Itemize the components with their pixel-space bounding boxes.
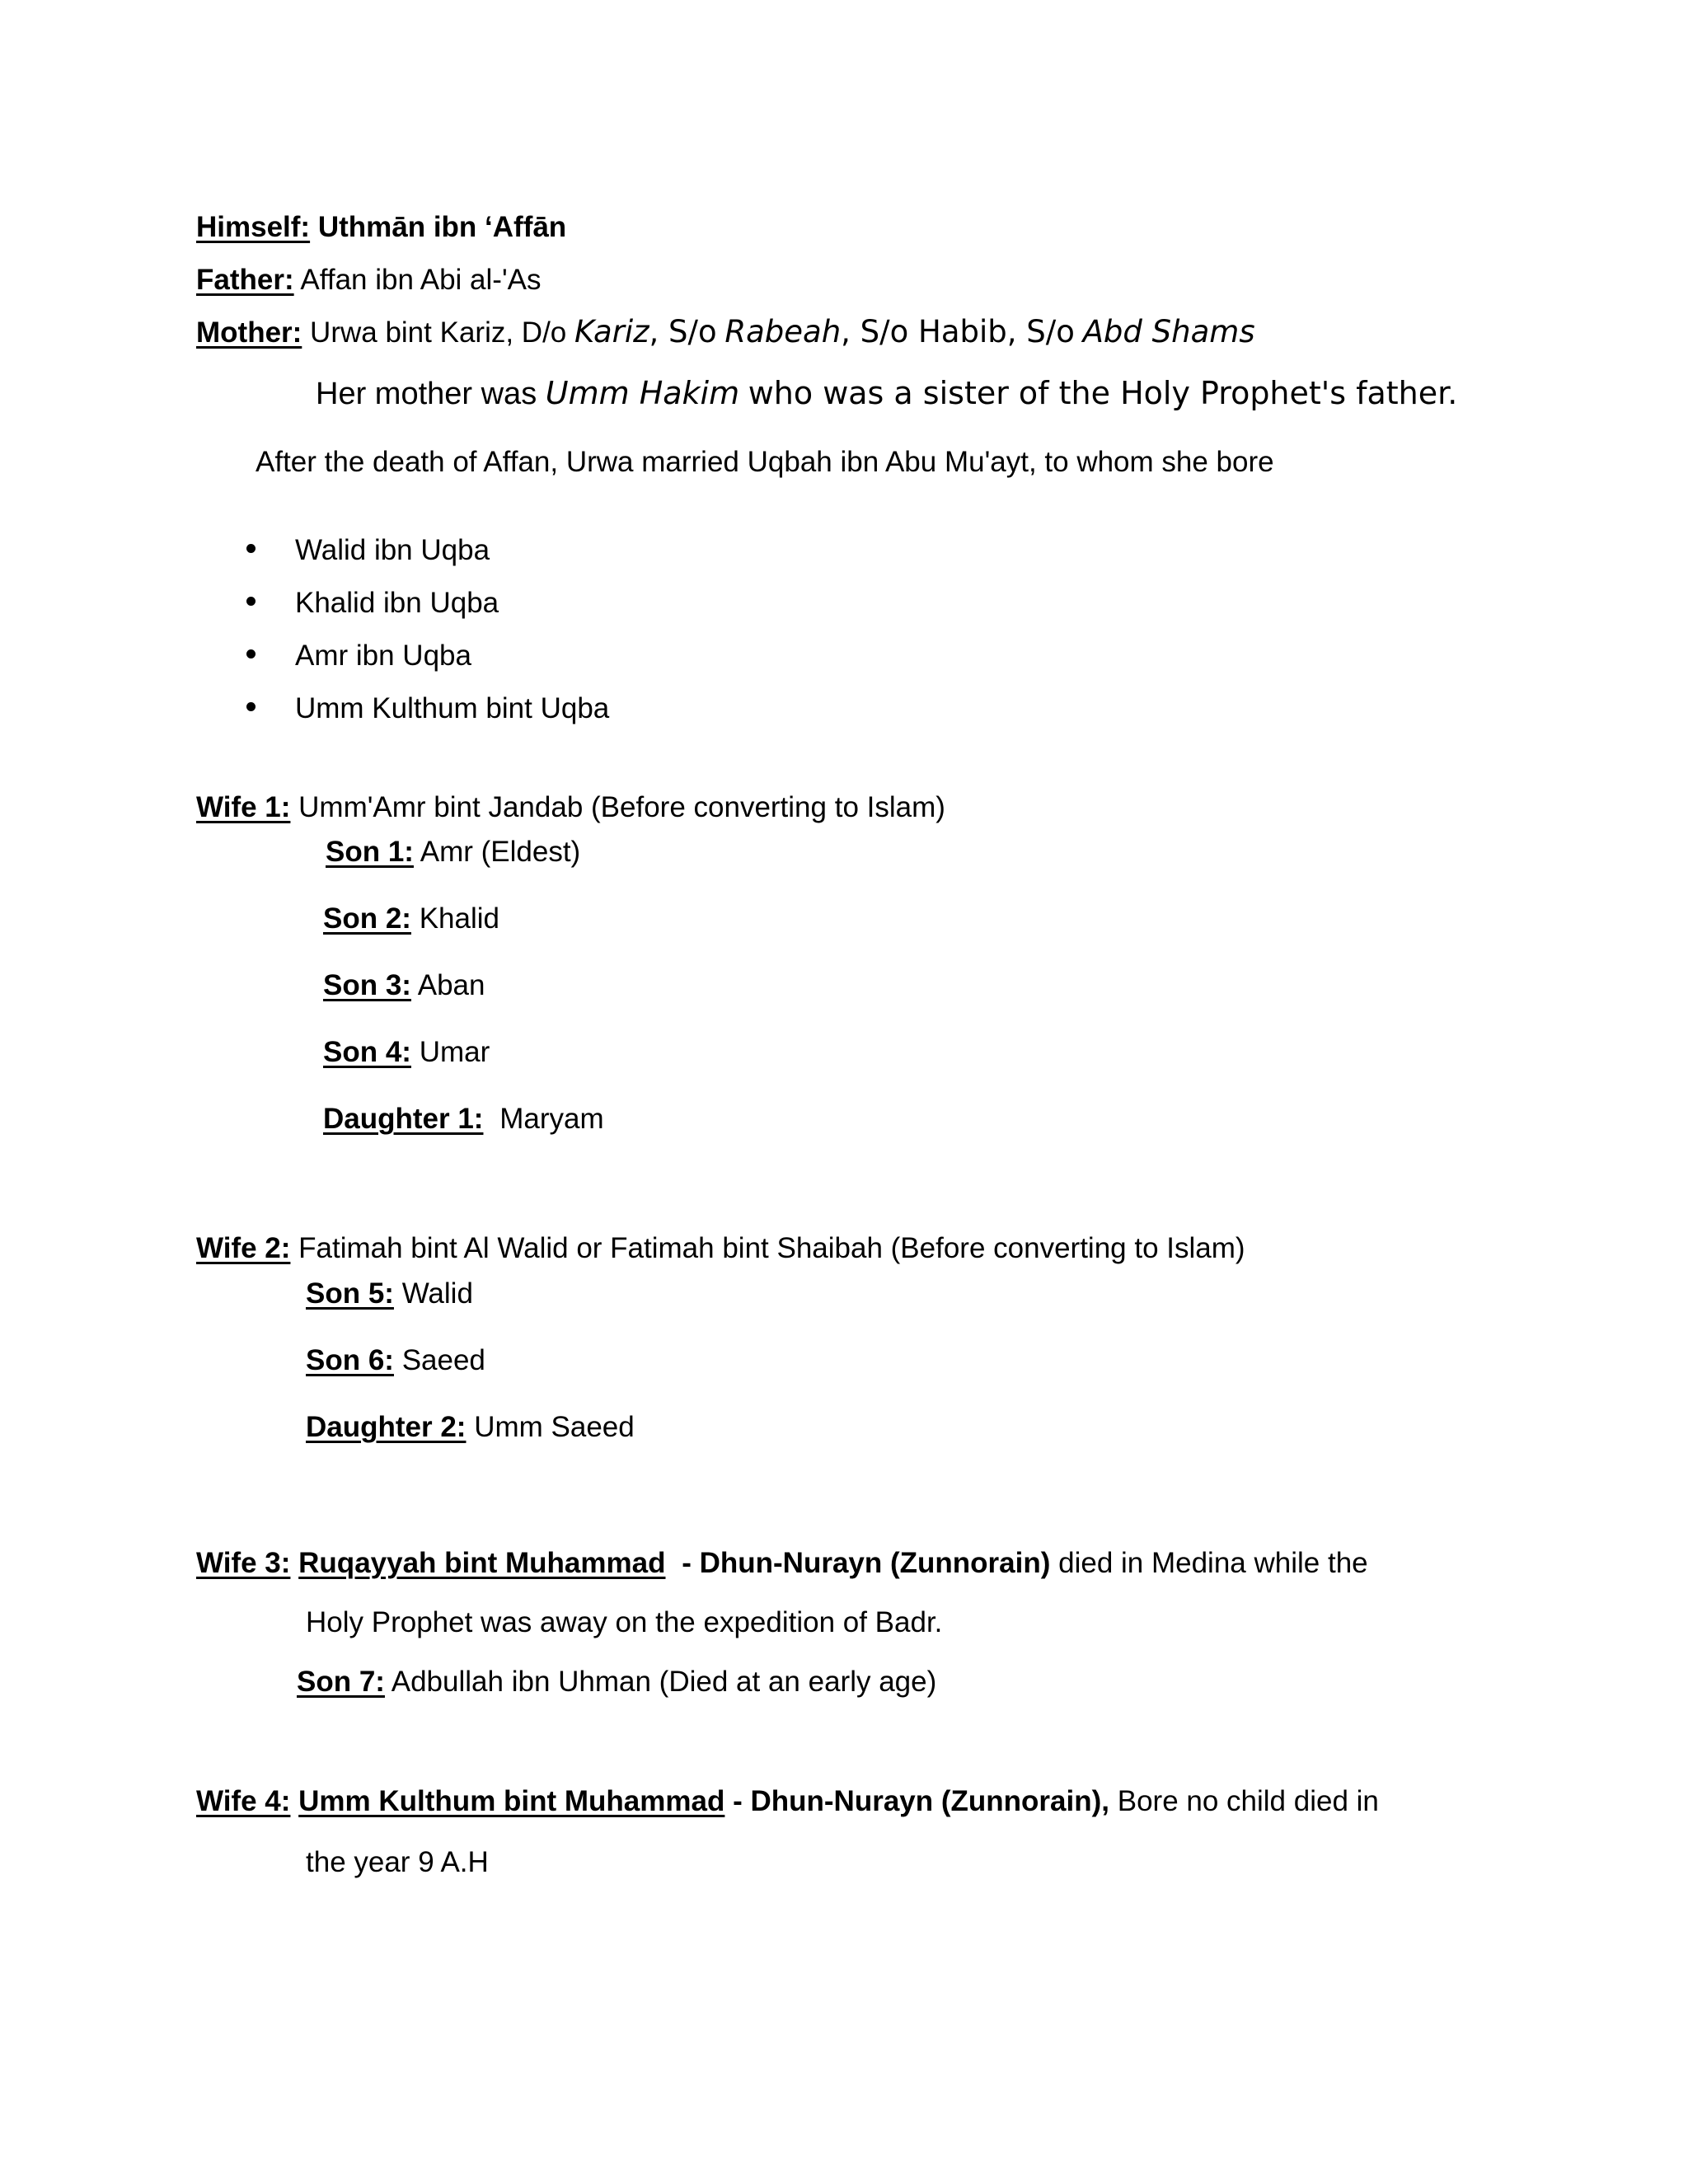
mother-note-rest: who was a sister of the Holy Prophet's father. (748, 375, 1458, 411)
mother-note-name: Umm Hakim (545, 375, 740, 411)
mother-father-name: Kariz (574, 314, 649, 349)
wife1-name: Umm'Amr bint Jandab (Before converting to Islam) (298, 791, 945, 823)
child-label: Son 1: (326, 836, 414, 868)
wife4-title: - Dhun-Nurayn (Zunnorain), (733, 1785, 1109, 1817)
list-item: Amr ibn Uqba (295, 640, 471, 672)
child-name: Amr (Eldest) (420, 836, 581, 868)
wife1-label: Wife 1: (196, 791, 291, 823)
wife2-line (196, 1234, 1245, 1263)
bullet-icon (246, 597, 256, 606)
wife3-title: - Dhun-Nurayn (Zunnorain) (682, 1547, 1051, 1579)
himself-label: Himself: (196, 211, 311, 243)
himself-name: Uthmān ibn ‘Affān (317, 211, 567, 243)
mother-lineage-sep-2: , S/o Habib, S/o (841, 314, 1075, 349)
child-name: Umar (419, 1036, 490, 1068)
bullet-icon (246, 649, 256, 658)
mother-lineage-sep-1: , S/o (649, 314, 717, 349)
wife1-line (196, 793, 945, 822)
child-name: Umm Saeed (474, 1411, 635, 1443)
wife2-name: Fatimah bint Al Walid or Fatimah bint Shaibah (Before converting to Islam) (298, 1232, 1245, 1264)
wife4-line (196, 1787, 1379, 1816)
child-entry (323, 1104, 604, 1133)
wife4-note-continued: the year 9 A.H (306, 1846, 489, 1878)
child-label: Son 4: (323, 1036, 411, 1068)
wife2-label: Wife 2: (196, 1232, 291, 1264)
himself-line (196, 213, 566, 241)
mother-label: Mother: (196, 316, 302, 349)
mother-note (316, 377, 1457, 410)
list-item: Khalid ibn Uqba (295, 587, 499, 619)
child-name: Maryam (499, 1103, 604, 1135)
child-name: Khalid (419, 902, 499, 935)
child-entry (323, 904, 499, 933)
wife3-note: died in Medina while the (1058, 1547, 1368, 1579)
mother-name: Urwa bint Kariz, D/o (310, 316, 567, 349)
child-label: Son 6: (306, 1344, 394, 1376)
wife4-name: Umm Kulthum bint Muhammad (298, 1785, 725, 1817)
child-label: Son 3: (323, 969, 411, 1001)
child-label: Son 2: (323, 902, 411, 935)
bullet-icon (246, 544, 256, 553)
wife4-label: Wife 4: (196, 1785, 291, 1817)
wife3-label: Wife 3: (196, 1547, 291, 1579)
child-entry (323, 971, 485, 1000)
remarriage-text: After the death of Affan, Urwa married Uqbah ibn Abu Mu'ayt, to whom she bore (256, 446, 1274, 478)
father-label: Father: (196, 264, 294, 296)
child-label: Son 5: (306, 1277, 394, 1310)
child-label: Daughter 1: (323, 1103, 484, 1135)
child-entry (306, 1346, 485, 1375)
father-line (196, 265, 541, 294)
child-name: Aban (417, 969, 485, 1001)
father-name: Affan ibn Abi al-'As (300, 264, 542, 296)
child-entry (323, 1038, 490, 1066)
child-label: Daughter 2: (306, 1411, 467, 1443)
child-entry (306, 1413, 635, 1441)
child-entry (326, 837, 580, 866)
child-entry (306, 1279, 473, 1308)
list-item: Walid ibn Uqba (295, 534, 490, 566)
child-label: Son 7: (297, 1666, 385, 1698)
wife3-name: Ruqayyah bint Muhammad (298, 1547, 666, 1579)
child-entry (297, 1667, 936, 1696)
mother-line (196, 316, 1255, 347)
mother-grandfather-name: Rabeah (724, 314, 842, 349)
mother-note-lead: Her mother was (316, 377, 537, 411)
child-name: Walid (401, 1277, 473, 1310)
wife4-note: Bore no child died in (1117, 1785, 1379, 1817)
mother-ancestor-name: Abd Shams (1082, 314, 1255, 349)
child-name: Saeed (401, 1344, 485, 1376)
bullet-icon (246, 702, 256, 711)
wife3-line (196, 1549, 1368, 1577)
child-name: Adbullah ibn Uhman (Died at an early age) (391, 1666, 937, 1698)
wife3-note-continued: Holy Prophet was away on the expedition of Badr. (306, 1606, 943, 1638)
list-item: Umm Kulthum bint Uqba (295, 692, 610, 724)
